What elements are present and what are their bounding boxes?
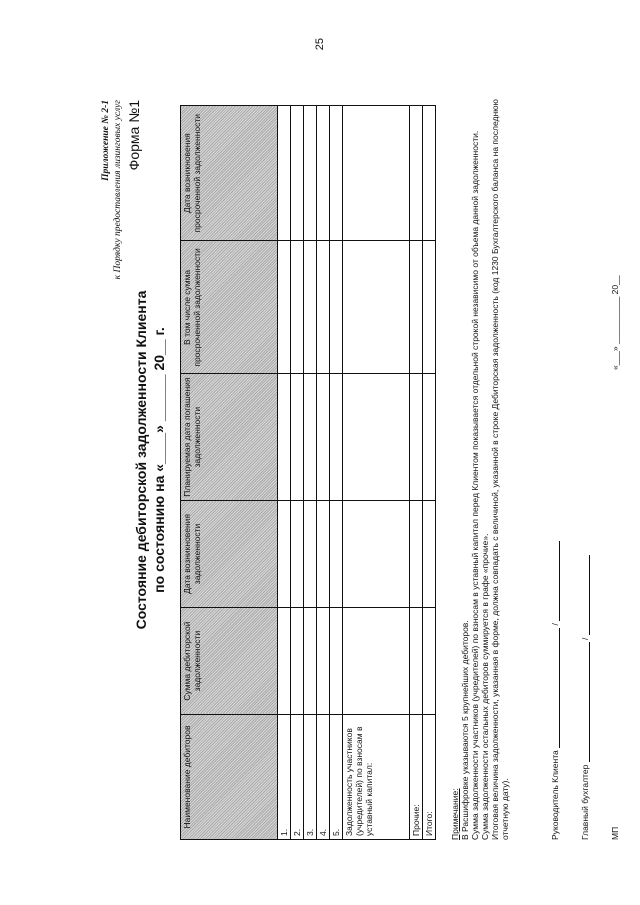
table-row — [343, 106, 410, 840]
appendix-order: к Порядку предоставления лизинговых услуг — [113, 100, 123, 280]
note-line: В Расшифровке указываются 5 крупнейших дебиторов. — [460, 620, 470, 840]
row-label: 3. — [304, 715, 317, 840]
header-planned-repayment: Планируемая дата погашения задолженности — [181, 374, 278, 500]
title-line-1: Состояние дебиторской задолженности Клиента — [133, 290, 149, 630]
signature-head-label: Руководитель Клиента — [550, 750, 560, 840]
row-label: 5. — [330, 715, 343, 840]
table-row — [304, 106, 317, 840]
rotated-form-sheet — [80, 60, 640, 860]
table-header-row — [181, 106, 278, 840]
receivables-table — [180, 105, 436, 840]
header-overdue-amount: В том числе сумма просроченной задолженности — [181, 241, 278, 374]
table-row — [330, 106, 343, 840]
appendix-number: Приложение № 2-1 — [101, 100, 111, 181]
table-row — [278, 106, 291, 840]
row-label: Задолженность участников (учредителей) по взносам в уставный капитал: — [343, 715, 410, 840]
table-row — [317, 106, 330, 840]
signature-head: Руководитель Клиента / — [550, 541, 560, 840]
header-receivable-amount: Сумма дебиторской задолженности — [181, 608, 278, 715]
row-label: 1. — [278, 715, 291, 840]
table-row — [410, 106, 423, 840]
header-debtor-name: Наименование дебиторов — [181, 715, 278, 840]
note-line: Сумма задолженности участников (учредителей) по взносам в уставный капитал перед Клиентом показывается отдельной строкой независимо от объема данной задолженности. — [470, 130, 480, 840]
signature-accountant-label: Главный бухгалтер — [580, 764, 590, 840]
row-label: 4. — [317, 715, 330, 840]
title-line-2: по состоянию на «____» ______ 20__ г. — [151, 327, 167, 593]
table-row — [423, 106, 436, 840]
note-line: Сумма задолженности остальных дебиторов суммируется в графе «прочие». — [480, 533, 490, 840]
stamp-place: МП — [610, 826, 620, 840]
row-label: 2. — [291, 715, 304, 840]
table-row — [291, 106, 304, 840]
document-title — [132, 60, 168, 860]
row-label: Прочие: — [410, 715, 423, 840]
header-origin-date: Дата возникновения задолженности — [181, 500, 278, 607]
signature-date: «___» __________ 20__ — [610, 275, 620, 370]
note-line: Итоговая величина задолженности, указанная в форме, должна совпадать с величиной, указанной в строке Дебиторская задолженность (код 1230 Бухгалтерского баланса на последнюю отчетную дату). — [490, 99, 510, 840]
signature-accountant: Главный бухгалтер / — [580, 555, 590, 840]
appendix-reference — [100, 100, 124, 279]
row-label: Итого: — [423, 715, 436, 840]
notes-heading: Примечание: — [450, 788, 460, 840]
header-overdue-date: Дата возникновения просроченной задолженности — [181, 106, 278, 241]
notes-section — [450, 80, 510, 840]
form-number: Форма №1 — [126, 100, 142, 171]
page-number: 25 — [314, 38, 326, 51]
